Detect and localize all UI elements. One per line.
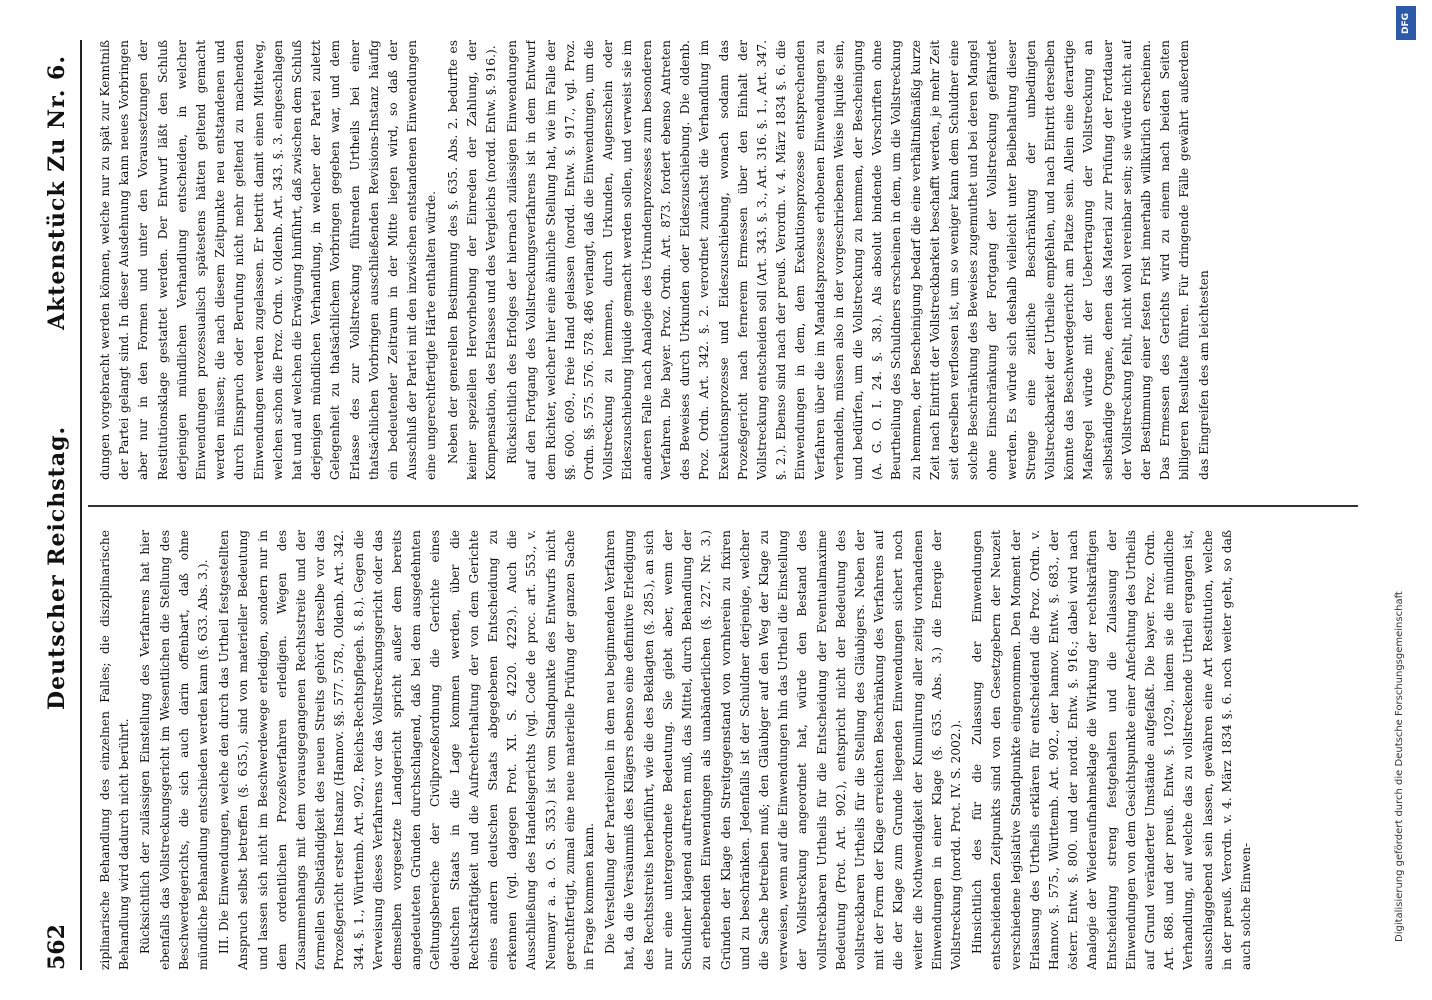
header-rule	[80, 40, 82, 970]
paragraph: Neben der generellen Bestimmung des §. 635. Abs. 2. bedurfte es keiner speziellen Hervorhebung der Einreden der Zahlung, der Kompensation, des Erlasses und des Vergleichs (nordd. Entw. §. 916.).	[445, 40, 499, 480]
rotated-page-body	[40, 40, 1380, 970]
paragraph: Hinsichtlich des für die Zulassung der Einwendungen entscheidenden Zeitpunkts sind von den Gesetzgebern der Neuzeit verschiedene legislative Standpunkte eingenommen. Den Moment der Erlassung des Urtheils erklären für entscheidend die Proz. Ordn. v. Hannov. §. 575., Württemb. Art. 902., der hannov. Entw. §. 683., der österr. Entw. §. 800. und der nordd. Entw. §. 916.; dabei wird nach Analogie der Wiederaufnahmeklage die Wirkung der rechtskräftigen Entscheidung streng festgehalten und die Zulassung der Einwendungen von dem Gesichtspunkte einer Anfechtung des Urtheils auf Grund veränderter Umstände aufgefaßt. Die bayer. Proz. Ordn. Art. 868. und der preuß. Entw. §. 1029., indem sie die mündliche Verhandlung, auf welche das zu vollstreckende Urtheil ergangen ist, ausschlaggebend sein lassen, gewähren eine Art Restitution, welche in der preuß. Verordn. v. 4. März 1834 §. 6. noch weiter geht, so daß auch solche Einwen-	[970, 530, 1253, 970]
paragraph: Die Verstellung der Parteirollen in dem neu beginnenden Verfahren hat, da die Versäumniß des Klägers ebenso eine definitive Erledigung des Rechtsstreits herbeiführt, wie die des Beklagten (§. 285.), an sich nur eine untergeordnete Bedeutung. Sie giebt aber, wenn der Schuldner klagend auftreten muß, das Mittel, durch Behandlung der zu erhebenden Einwendungen als unabänderlichen (§. 227. Nr. 3.) Gründen der Klage den Streitgegenstand von vornherein zu fixiren und zu beschränken. Jedenfalls ist der Schuldner derjenige, welcher die Sache betreiben muß; den Gläubiger auf den Weg der Klage zu verweisen, wenn auf die Einwendungen hin das Urtheil die Einstellung der Vollstreckung angeordnet hat, würde den Bestand des vollstreckbaren Urtheils für die Entscheidung der Eventualmaxime Bedeutung (Prot. Art. 902.), entspricht nicht der Bedeutung des vollstreckbaren Urtheils für die Stellung des Gläubigers. Neben der mit der Form der Klage erreichten Beschränkung des Verfahrens auf die der Klage zum Grunde liegenden Einwendungen sichert noch weiter die Nothwendigkeit der Kumulirung aller zeitig vorhandenen Einwendungen in einer Klage (§. 635. Abs. 3.) die Energie der Vollstreckung (nordd. Prot. IV. S. 2002.).	[603, 530, 963, 970]
paragraph: dungen vorgebracht werden können, welche nur zu spät zur Kenntniß der Partei gelangt sind. In dieser Ausdehnung kann neues Vorbringen aber nur in den Formen und unter den Voraussetzungen der Restitutionsklage gestattet werden. Der Entwurf läßt den Schluß derjenigen mündlichen Verhandlung entscheiden, in welcher Einwendungen prozessualisch spätestens hätten geltend gemacht werden müssen; die nach diesem Zeitpunkte neu entstandenen und durch Einspruch oder Berufung nicht mehr geltend zu machenden Einwendungen werden zugelassen. Er betritt damit einen Mittelweg, welchen schon die Proz. Ordn. v. Oldenb. Art. 343. §. 3. eingeschlagen hat und auf welchen die Erwägung hinführt, daß zwischen dem Schluß derjenigen mündlichen Verhandlung, in welcher der Partei zuletzt Gelegenheit zu thatsächlichem Vorbringen gegeben war, und dem Erlasse des zur Vollstreckung führenden Urtheils bei einer thatsächlichen Vorbringen ausschließenden Revisions-Instanz häufig ein bedeutender Zeitraum in der Mitte liegen wird, so daß der Ausschluß der Partei mit den inzwischen entstandenen Einwendungen eine ungerechtfertigte Härte enthalten würde.	[98, 40, 439, 480]
paragraph: Rücksichtlich des Erfolges der hiernach zulässigen Einwendungen auf den Fortgang des Vollstreckungsverfahrens ist in dem Entwurf dem Richter, welcher hier eine ähnliche Stellung hat, wie im Falle der §§. 600. 609., freie Hand gelassen (nordd. Entw. §. 917., vgl. Proz. Ordn. §§. 575. 576. 578. 486 verlangt, daß die Einwendungen, um die Vollstreckung zu hemmen, durch Urkunden, Augenschein oder Eideszuschiebung liquide gemacht werden sollen, und verweist sie im anderen Falle nach Analogie des Urkundenprozesses zum besonderen Verfahren. Die bayer. Proz. Ordn. Art. 873. fordert ebenso Antreten des Beweises durch Urkunden oder Eideszuschiebung. Die oldenb. Proz. Ordn. Art. 342. §. 2. verordnet zunächst die Verhandlung im Exekutionsprozesse und Eideszuschiebung, wonach sodann das Prozeßgericht nach fernerem Ermessen über den Einhalt der Vollstreckung entscheiden soll (Art. 343. §. 3., Art. 316. §. 1., Art. 347. §. 2.). Ebenso sind nach der preuß. Verordn. v. 4. März 1834 §. 6. die Einwendungen in dem, dem Exekutionsprozesse entsprechenden Verfahren über die im Mandatsprozesse erhobenen Einwendungen zu verhandeln, müssen also in der vorgeschriebenen Weise liquide sein, und bedürfen, um die Vollstreckung zu hemmen, der Bescheinigung (A. G. O. I. 24. §. 38.). Als absolut bindende Vorschriften ohne Beurtheilung des Schuldners erscheinen in dem, um die Vollstreckung zu hemmen, der Bescheinigung bedarf die eine verhältnißmäßig kurze Zeit nach Eintritt der Vollstreckbarkeit beschafft werden, je mehr Zeit seit derselben verflossen ist, um so weniger kann dem Schuldner eine solche Beschränkung des Beweises zugemuthet und bei deren Mangel ohne Einschränkung der Fortgang der Vollstreckung gefährdet werden. Es würde sich deshalb vielleicht unter Beibehaltung dieser Strenge eine zeitliche Beschränkung der unbedingten Vollstreckbarkeit der Urtheile empfehlen, und nach Eintritt derselben könnte das Beschwerdegericht am Platze sein. Allein eine derartige Maßregel würde mit der Uebertragung der Vollstreckung an selbständige Organe, denen das Material zur Prüfung der Fortdauer der Vollstreckung fehlt, nicht wohl vereinbar sein; sie würde nicht auf der Bestimmung einer festen Frist innerhalb willkürlich erscheinen. Das Ermessen des Gerichts wird zu einem nach beiden Seiten billigeren Resultate führen. Für dringende Fälle gewährt außerdem das Eingreifen des am leichtesten	[505, 40, 1211, 480]
paragraph: Rücksichtlich der zulässigen Einstellung des Verfahrens hat hier ebenfalls das Vollstreckungsgericht im Wesentlichen die Stellung des Beschwerdegerichts, die sich auch darin offenbart, daß ohne mündliche Behandlung entschieden werden kann (§. 633. Abs. 3.).	[138, 530, 211, 970]
paragraph: ziplinarische Behandlung des einzelnen Falles; die disziplinarische Behandlung wird dadurch nicht berührt.	[98, 530, 132, 970]
page-number: 562	[44, 924, 70, 970]
column-divider	[88, 505, 1358, 507]
document-title: Aktenstück Zu Nr. 6.	[44, 55, 70, 330]
dfg-logo: DFG	[1396, 6, 1416, 40]
right-column	[96, 40, 1356, 480]
running-title: Deutscher Reichstag.	[44, 425, 70, 710]
digitization-credit: Digitalisierung gefördert durch die Deutsche Forschungsgemeinschaft	[1394, 591, 1405, 942]
digitization-stamp	[1392, 6, 1422, 942]
page-header	[40, 40, 80, 970]
paragraph: III. Die Einwendungen, welche den durch das Urtheil festgestellten Anspruch selbst betreffen (§. 635.), sind von materieller Bedeutung und lassen sich nicht im Beschwerdewege erledigen, sondern nur in dem ordentlichen Prozeßverfahren erledigen. Wegen des Zusammenhangs mit dem vorausgegangenen Rechtsstreite und der formellen Selbständigkeit des neuen Streits gehört derselbe vor das Prozeßgericht erster Instanz (Hannov. §§. 577. 578., Oldenb. Art. 342. 344. §. 1., Württemb. Art. 902., Reichs-Rechtspflegeh. §. 8.). Gegen die Verweisung dieses Verfahrens vor das Vollstreckungsgericht oder das demselben vorgesetzte Landgericht spricht außer dem bereits angedeuteten Gründen durchschlagend, daß bei dem ausgedehnten Geltungsbereiche der Civilprozeßordnung die Gerichte eines deutschen Staats in die Lage kommen werden, über die Rechtskräftigkeit und die Aufrechterhaltung der von dem Gerichte eines andern deutschen Staats abgegebenen Entscheidung zu erkennen (vgl. dagegen Prot. XI. S. 4220. 4229.). Auch die Ausschließung des Handelsgerichts (vgl. Code de proc. art. 553., v. Neumayr a. a. O. S. 353.) ist vom Standpunkte des Entwurfs nicht gerechtfertigt, zumal eine neue materielle Prüfung der ganzen Sache in Frage kommen kann.	[217, 530, 597, 970]
left-column	[96, 530, 1356, 970]
